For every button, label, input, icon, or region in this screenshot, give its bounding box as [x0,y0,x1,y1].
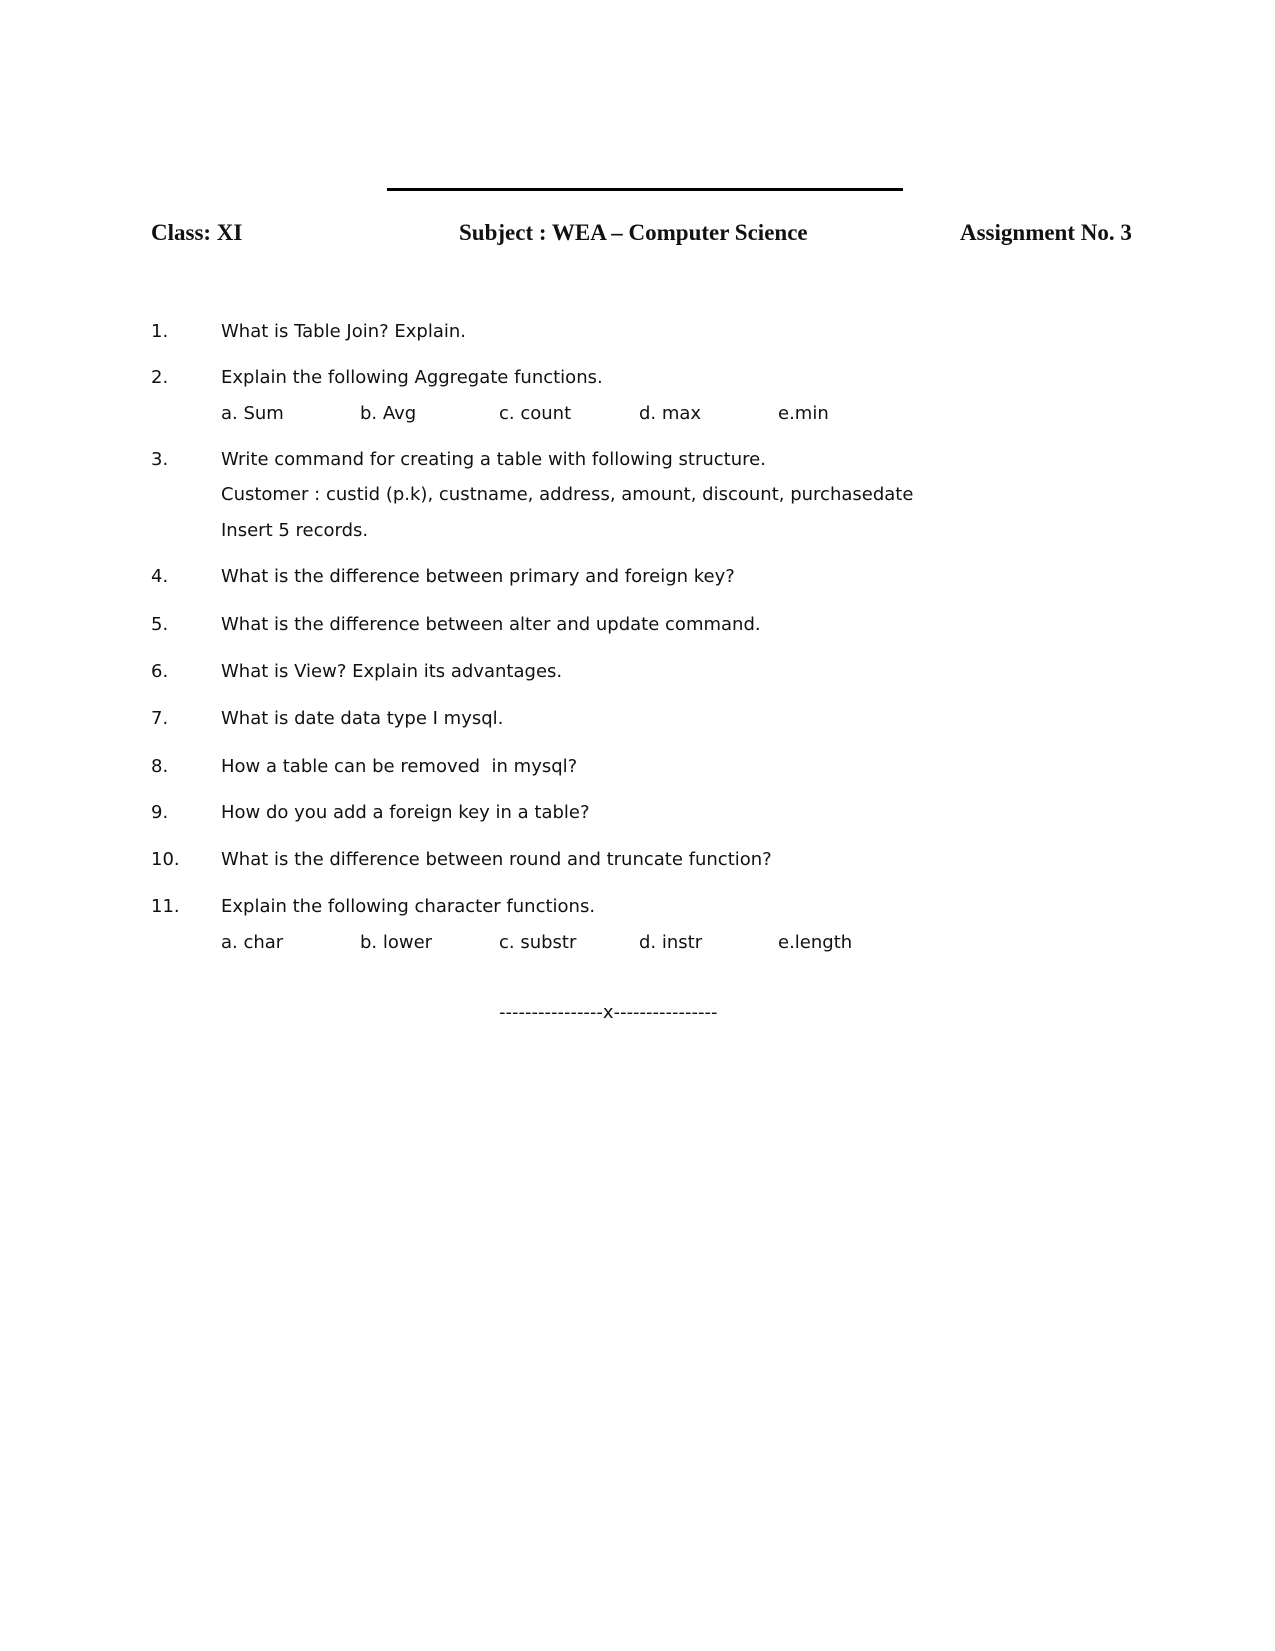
question-number: 9. [151,802,169,823]
question-text: How a table can be removed in mysql? [221,756,578,777]
question-number: 2. [151,367,169,388]
question-option: d. instr [639,932,703,953]
question-option: d. max [639,403,702,424]
class-label: Class: XI [151,220,243,245]
question-option: e.min [778,403,829,424]
question-text: Write command for creating a table with following structure. [221,449,766,470]
question-number: 8. [151,756,169,777]
question-option: b. lower [360,932,433,953]
question-text: Insert 5 records. [221,520,369,541]
question-number: 11. [151,896,180,917]
question-number: 10. [151,849,180,870]
question-text: What is the difference between alter and update command. [221,614,761,635]
question-option: e.length [778,932,853,953]
question-text: What is the difference between round and truncate function? [221,849,772,870]
subject-title: Subject : WEA – Computer Science [459,220,808,245]
question-option: b. Avg [360,403,417,424]
question-text: Explain the following Aggregate functions. [221,367,603,388]
question-number: 4. [151,566,169,587]
question-text: How do you add a foreign key in a table? [221,802,590,823]
question-text: What is Table Join? Explain. [221,321,467,342]
assignment-number: Assignment No. 3 [960,220,1132,245]
top-rule [387,188,903,191]
question-option: c. substr [499,932,577,953]
question-text: Customer : custid (p.k), custname, address, amount, discount, purchasedate [221,484,914,505]
question-text: What is date data type I mysql. [221,708,504,729]
question-option: a. char [221,932,284,953]
question-number: 7. [151,708,169,729]
question-number: 1. [151,321,169,342]
question-number: 6. [151,661,169,682]
question-text: What is View? Explain its advantages. [221,661,563,682]
question-option: a. Sum [221,403,284,424]
end-marker: ----------------x---------------- [499,1002,718,1023]
question-text: Explain the following character functions. [221,896,596,917]
question-number: 3. [151,449,169,470]
question-number: 5. [151,614,169,635]
question-option: c. count [499,403,572,424]
question-text: What is the difference between primary and foreign key? [221,566,735,587]
